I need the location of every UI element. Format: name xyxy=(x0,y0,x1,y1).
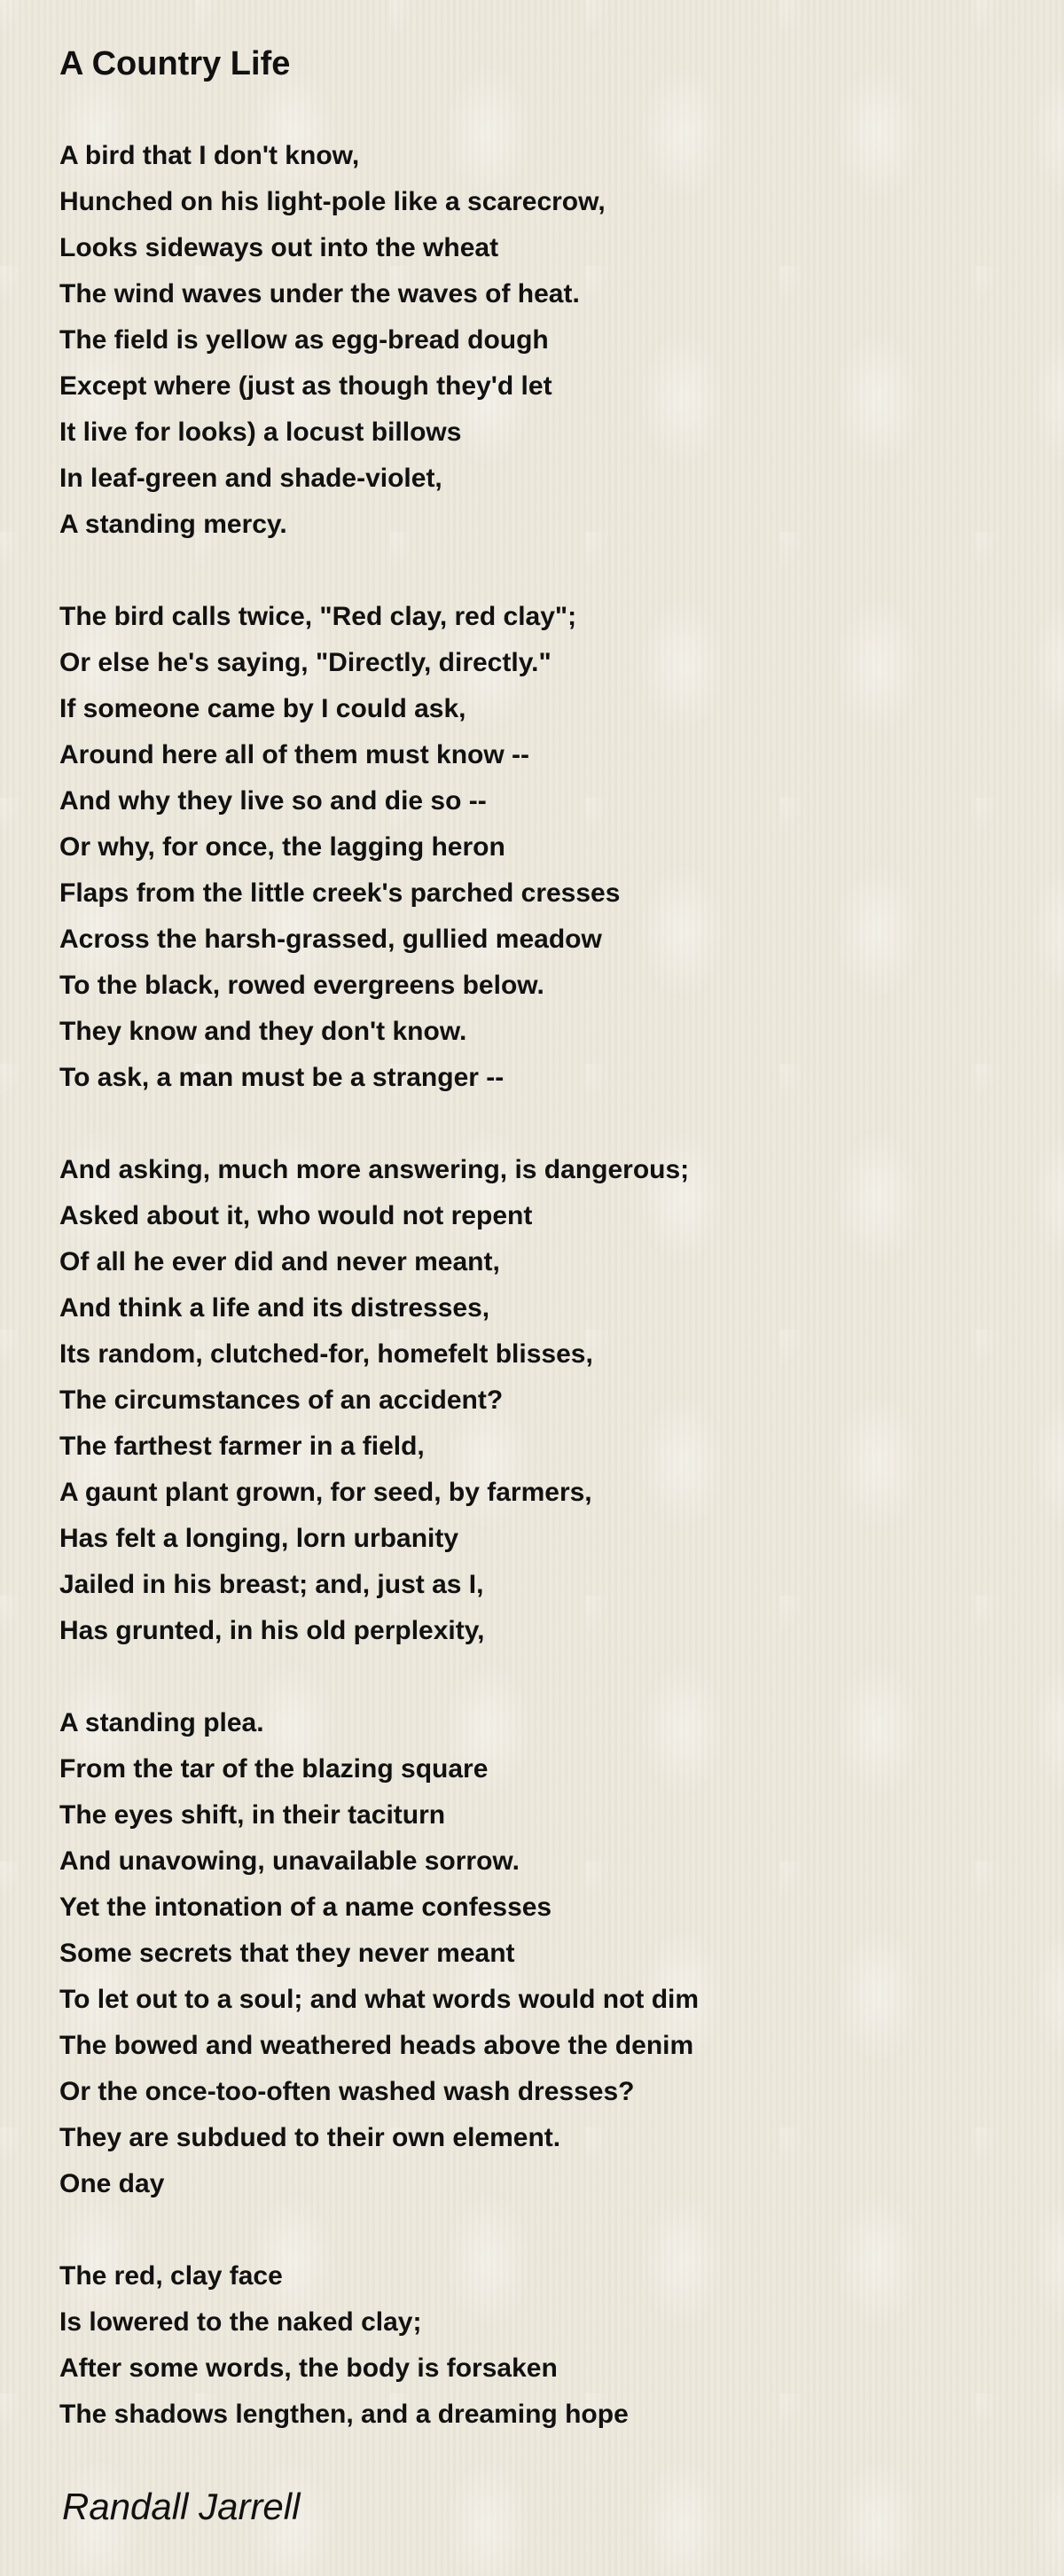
poem-line: In leaf-green and shade-violet, xyxy=(59,464,442,493)
poem-line: And why they live so and die so -- xyxy=(59,786,487,816)
poem-line: Or why, for once, the lagging heron xyxy=(59,832,505,862)
poem-line: Or else he's saying, "Directly, directly." xyxy=(59,648,552,677)
poem-line: A standing mercy. xyxy=(59,510,287,539)
poem-line: After some words, the body is forsaken xyxy=(59,2354,558,2383)
poem-line: The red, clay face xyxy=(59,2261,283,2291)
poem-line: A standing plea. xyxy=(59,1708,264,1737)
poem-line: If someone came by I could ask, xyxy=(59,694,466,723)
poem-line: They are subdued to their own element. xyxy=(59,2123,561,2152)
poem-line: Yet the intonation of a name confesses xyxy=(59,1893,552,1922)
poem-title: A Country Life xyxy=(59,45,291,82)
poem-line: The circumstances of an accident? xyxy=(59,1386,504,1415)
poem-line: The farthest farmer in a field, xyxy=(59,1432,425,1461)
poem-line: Jailed in his breast; and, just as I, xyxy=(59,1570,484,1599)
poem-line: And asking, much more answering, is dangerous; xyxy=(59,1155,690,1184)
poem-line: It live for looks) a locust billows xyxy=(59,418,462,447)
poem-line: To let out to a soul; and what words would not dim xyxy=(59,1985,700,2014)
stanza xyxy=(59,1147,699,1654)
stanza xyxy=(59,2253,699,2438)
stanza xyxy=(59,594,699,1101)
poem-line: The wind waves under the waves of heat. xyxy=(59,279,580,308)
poem-author: Randall Jarrell xyxy=(62,2486,301,2527)
poem-line: One day xyxy=(59,2169,165,2198)
poem-line: And unavowing, unavailable sorrow. xyxy=(59,1846,520,1876)
poem-line: The bowed and weathered heads above the denim xyxy=(59,2031,694,2060)
poem-line: Hunched on his light-pole like a scarecrow, xyxy=(59,187,606,216)
poem-line: Some secrets that they never meant xyxy=(59,1939,515,1968)
poem-line: To the black, rowed evergreens below. xyxy=(59,971,544,1000)
poem-line: A gaunt plant grown, for seed, by farmers, xyxy=(59,1478,592,1507)
poem-line: Is lowered to the naked clay; xyxy=(59,2307,422,2337)
poem-line: From the tar of the blazing square xyxy=(59,1754,489,1784)
poem-line: To ask, a man must be a stranger -- xyxy=(59,1063,505,1092)
poem-line: Around here all of them must know -- xyxy=(59,740,530,769)
poem-line: Across the harsh-grassed, gullied meadow xyxy=(59,925,602,954)
poem-line: The field is yellow as egg-bread dough xyxy=(59,325,549,355)
poem-line: Of all he ever did and never meant, xyxy=(59,1247,500,1276)
poem-line: Except where (just as though they'd let xyxy=(59,371,552,401)
poem-line: Has grunted, in his old perplexity, xyxy=(59,1616,485,1645)
poem-line: A bird that I don't know, xyxy=(59,141,360,170)
stanza xyxy=(59,133,699,548)
poem-line: Asked about it, who would not repent xyxy=(59,1201,533,1230)
poem-line: Or the once-too-often washed wash dresses? xyxy=(59,2077,635,2106)
poem-line: The bird calls twice, "Red clay, red clay"; xyxy=(59,602,577,631)
poem-line: They know and they don't know. xyxy=(59,1017,467,1046)
poem-line: Its random, clutched-for, homefelt blisses, xyxy=(59,1339,593,1369)
poem-line: Flaps from the little creek's parched cresses xyxy=(59,878,621,908)
stanza xyxy=(59,1700,699,2207)
poem-body xyxy=(59,133,699,2484)
poem-line: And think a life and its distresses, xyxy=(59,1293,490,1323)
poem-line: Looks sideways out into the wheat xyxy=(59,233,499,262)
poem-line: Has felt a longing, lorn urbanity xyxy=(59,1524,459,1553)
poem-line: The eyes shift, in their taciturn xyxy=(59,1800,446,1830)
poem-line: The shadows lengthen, and a dreaming hope xyxy=(59,2400,629,2429)
